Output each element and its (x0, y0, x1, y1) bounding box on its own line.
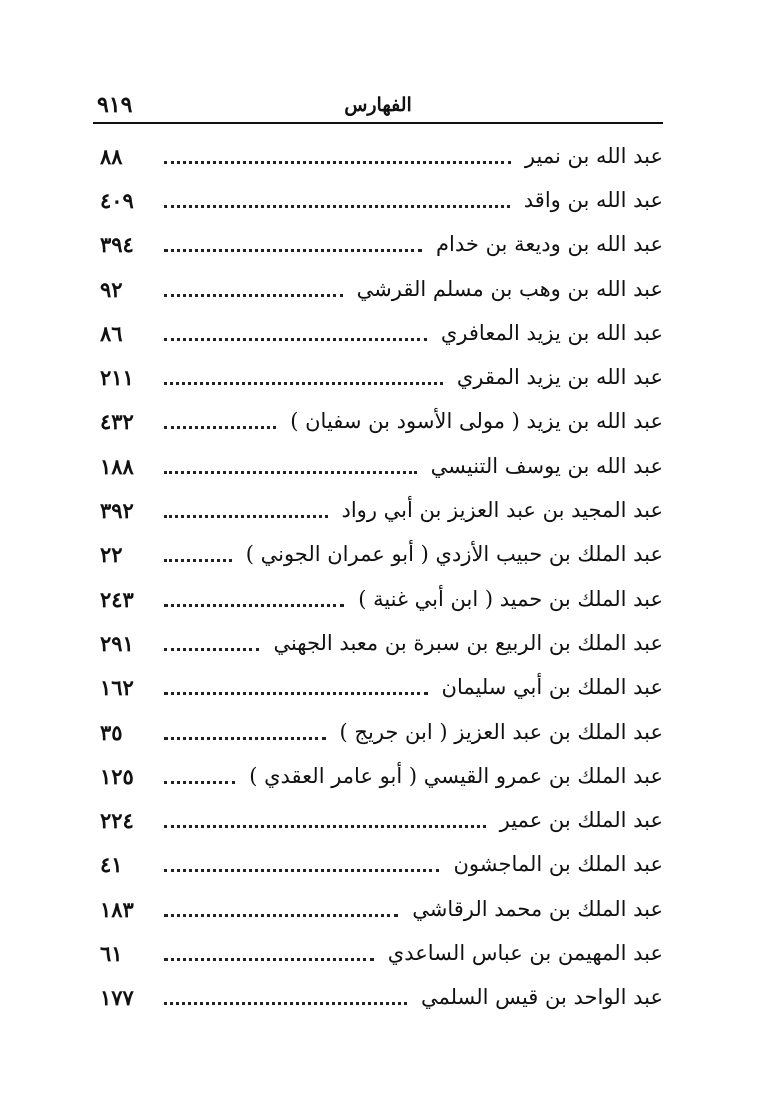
index-entry (100, 931, 663, 975)
entry-name: عبد الملك بن الماجشون (453, 852, 663, 877)
entry-name: عبد المجيد بن عبد العزيز بن أبي رواد (341, 498, 663, 523)
entry-name: عبد الله بن يوسف التنيسي (430, 453, 663, 478)
index-entry (100, 710, 663, 754)
dot-leader (164, 426, 276, 429)
index-entry (100, 178, 663, 222)
dot-leader (164, 559, 232, 562)
entry-name: عبد الملك بن الربيع بن سبرة بن معبد الجهني (273, 630, 663, 655)
entry-name: عبد الملك بن حميد ( ابن أبي غنية ) (358, 586, 663, 611)
dot-leader (164, 604, 344, 607)
entry-page-number: ٦١ (100, 940, 123, 966)
entry-page-number: ٤٣٢ (100, 409, 134, 435)
dot-leader (164, 205, 510, 208)
entry-name: عبد الله بن يزيد ( مولى الأسود بن سفيان ) (290, 409, 663, 434)
index-list (100, 134, 663, 1020)
entry-page-number: ٢٤٣ (100, 586, 134, 612)
entry-page-number: ١٨٣ (100, 896, 134, 922)
dot-leader (164, 648, 259, 651)
dot-leader (164, 161, 511, 164)
entry-page-number: ٣٩٢ (100, 498, 134, 524)
index-entry (100, 444, 663, 488)
entry-page-number: ٢٩١ (100, 630, 134, 656)
index-entry (100, 577, 663, 621)
index-entry (100, 311, 663, 355)
entry-page-number: ٩٢ (100, 276, 123, 302)
entry-page-number: ٨٦ (100, 320, 123, 346)
entry-page-number: ١٢٥ (100, 763, 134, 789)
entry-name: عبد الله بن وديعة بن خدام (436, 232, 663, 257)
dot-leader (164, 471, 417, 474)
entry-name: عبد المهيمن بن عباس الساعدي (387, 940, 663, 965)
entry-page-number: ٨٨ (100, 143, 123, 169)
entry-name: عبد الله بن نمير (524, 143, 663, 168)
dot-leader (164, 515, 328, 518)
page-title: الفهارس (344, 94, 412, 116)
entry-name: عبد الله بن وهب بن مسلم القرشي (356, 276, 663, 301)
dot-leader (164, 914, 398, 917)
dot-leader (164, 382, 443, 385)
entry-name: عبد الملك بن أبي سليمان (441, 675, 663, 700)
dot-leader (164, 781, 235, 784)
index-entry (100, 976, 663, 1020)
entry-name: عبد الله بن يزيد المقري (456, 365, 663, 390)
index-entry (100, 267, 663, 311)
dot-leader (164, 958, 374, 961)
entry-name: عبد الله بن واقد (523, 187, 663, 212)
index-entry (100, 355, 663, 399)
entry-page-number: ١٦٢ (100, 675, 134, 701)
entry-name: عبد الملك بن محمد الرقاشي (412, 896, 663, 921)
dot-leader (164, 249, 422, 252)
entry-name: عبد الملك بن حبيب الأزدي ( أبو عمران الجوني ) (245, 542, 663, 567)
dot-leader (164, 737, 326, 740)
entry-page-number: ١٨٨ (100, 453, 134, 479)
entry-name: عبد الملك بن عمير (499, 808, 663, 833)
entry-page-number: ٢١١ (100, 365, 134, 391)
index-entry (100, 666, 663, 710)
page-header (93, 92, 663, 124)
index-entry (100, 621, 663, 665)
index-entry (100, 843, 663, 887)
index-entry (100, 533, 663, 577)
entry-page-number: ٣٥ (100, 719, 123, 745)
index-entry (100, 223, 663, 267)
index-entry (100, 754, 663, 798)
index-entry (100, 488, 663, 532)
entry-page-number: ٤٠٩ (100, 187, 134, 213)
dot-leader (164, 825, 486, 828)
entry-page-number: ٢٢٤ (100, 808, 134, 834)
entry-name: عبد الملك بن عمرو القيسي ( أبو عامر العقدي ) (249, 763, 663, 788)
index-entry (100, 798, 663, 842)
dot-leader (164, 869, 439, 872)
dot-leader (164, 692, 428, 695)
entry-name: عبد الواحد بن قيس السلمي (420, 985, 663, 1010)
entry-page-number: ٤١ (100, 852, 123, 878)
entry-page-number: ٣٩٤ (100, 232, 134, 258)
index-entry (100, 134, 663, 178)
entry-name: عبد الله بن يزيد المعافري (440, 320, 663, 345)
entry-page-number: ١٧٧ (100, 985, 134, 1011)
index-entry (100, 887, 663, 931)
dot-leader (164, 1002, 407, 1005)
entry-name: عبد الملك بن عبد العزيز ( ابن جريج ) (339, 719, 663, 744)
page-number: ٩١٩ (97, 92, 133, 118)
dot-leader (164, 338, 427, 341)
index-entry (100, 400, 663, 444)
dot-leader (164, 294, 343, 297)
entry-page-number: ٢٢ (100, 542, 123, 568)
